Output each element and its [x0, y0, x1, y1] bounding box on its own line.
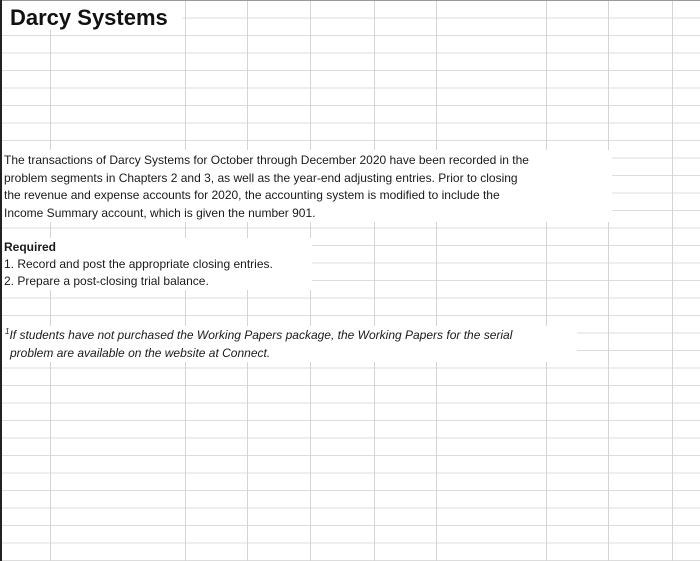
footnote-line — [5, 327, 512, 344]
description-line: the revenue and expense accounts for 2020, the accounting system is modified to include the — [4, 188, 500, 202]
column-divider — [608, 0, 609, 561]
description-line: problem segments in Chapters 2 and 3, as well as the year-end adjusting entries. Prior to closing — [4, 171, 518, 185]
required-item: 2. Prepare a post-closing trial balance. — [4, 274, 209, 288]
description-line: Income Summary account, which is given the number 901. — [4, 206, 316, 220]
sheet-top-border — [0, 0, 700, 1]
sheet-left-border — [0, 0, 2, 561]
column-divider — [436, 0, 437, 561]
required-heading: Required — [4, 240, 57, 254]
description-line: The transactions of Darcy Systems for October through December 2020 have been recorded in the — [4, 153, 529, 167]
required-item: 1. Record and post the appropriate closing entries. — [4, 257, 273, 271]
footnote-text: If students have not purchased the Working Papers package, the Working Papers for the serial — [9, 328, 513, 342]
footnote-marker: 1 — [5, 327, 10, 336]
column-divider — [546, 0, 547, 561]
footnote-line: problem are available on the website at Connect. — [10, 346, 271, 360]
page-title: Darcy Systems — [10, 5, 168, 30]
column-divider — [374, 0, 375, 561]
column-divider — [672, 0, 673, 561]
